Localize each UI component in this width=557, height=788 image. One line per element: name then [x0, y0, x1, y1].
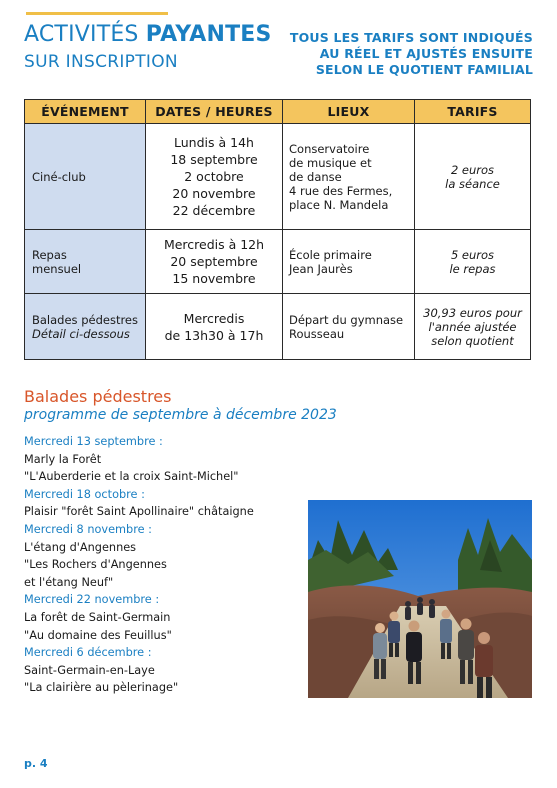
walks-section-title: Balades pédestres [24, 387, 172, 406]
price-cell: 5 euros le repas [415, 230, 531, 294]
walk-date: Mercredi 13 septembre : [24, 435, 163, 448]
walk-line: Saint-Germain-en-Laye [24, 663, 155, 677]
list-item [24, 433, 294, 486]
walk-line: Plaisir "forêt Saint Apollinaire" châtaigne [24, 505, 254, 519]
tariff-note [290, 30, 533, 78]
list-item [24, 591, 294, 644]
list-item [24, 521, 294, 591]
tariff-note-line: AU RÉEL ET AJUSTÉS ENSUITE [319, 46, 533, 61]
price-cell: 2 euros la séance [415, 124, 531, 230]
place-cell: Conservatoire de musique et de danse 4 rue des Fermes, place N. Mandela [283, 124, 415, 230]
walk-line: La forêt de Saint-Germain [24, 610, 171, 624]
list-item [24, 644, 294, 697]
dates-cell: Mercredis à 12h 20 septembre 15 novembre [146, 230, 283, 294]
event-cell: Ciné-club [25, 124, 146, 230]
walk-line: et l'étang Neuf" [24, 575, 114, 589]
column-header-places: LIEUX [283, 100, 415, 124]
hikers-photo [308, 500, 532, 698]
walk-date: Mercredi 18 octobre : [24, 487, 145, 501]
dates-cell: Mercredis de 13h30 à 17h [146, 294, 283, 360]
event-detail-note: Détail ci-dessous [32, 326, 130, 341]
table-row [25, 124, 531, 230]
column-header-prices: TARIFS [415, 100, 531, 124]
header-accent-rule [26, 12, 168, 15]
walk-line: L'étang d'Angennes [24, 540, 137, 554]
walk-date: Mercredi 22 novembre : [24, 593, 160, 607]
dates-cell: Lundis à 14h 18 septembre 2 octobre 20 novembre 22 décembre [146, 124, 283, 230]
table-row [25, 230, 531, 294]
walk-line: "Les Rochers d'Angennes [24, 558, 167, 572]
walk-date: Mercredi 6 décembre : [24, 646, 152, 660]
page-title: ACTIVITÉS PAYANTES [24, 22, 272, 47]
column-header-event: ÉVÉNEMENT [25, 100, 146, 124]
price-cell: 30,93 euros pour l'année ajustée selon quotient [415, 294, 531, 360]
walk-line: "La clairière au pèlerinage" [24, 681, 179, 695]
table-row [25, 294, 531, 360]
walk-line: "Au domaine des Feuillus" [24, 628, 172, 642]
table-header-row [25, 100, 531, 124]
tariff-note-line: SELON LE QUOTIENT FAMILIAL [315, 62, 533, 77]
list-item [24, 486, 294, 521]
walk-line: Marly la Forêt [24, 452, 102, 466]
tariff-note-line: TOUS LES TARIFS SONT INDIQUÉS [289, 30, 533, 45]
walk-date: Mercredi 8 novembre : [24, 522, 152, 536]
page-number: p. 4 [24, 757, 48, 770]
page-subtitle: SUR INSCRIPTION [24, 52, 178, 72]
walk-line: "L'Auberderie et la croix Saint-Michel" [24, 470, 239, 484]
walks-list [24, 433, 294, 697]
column-header-dates: DATES / HEURES [146, 100, 283, 124]
place-cell: École primaire Jean Jaurès [283, 230, 415, 294]
event-cell: Balades pédestres Détail ci-dessous [25, 294, 146, 360]
activities-table [24, 99, 531, 360]
event-cell: Repas mensuel [25, 230, 146, 294]
walks-section-subtitle: programme de septembre à décembre 2023 [24, 407, 337, 423]
place-cell: Départ du gymnase Rousseau [283, 294, 415, 360]
